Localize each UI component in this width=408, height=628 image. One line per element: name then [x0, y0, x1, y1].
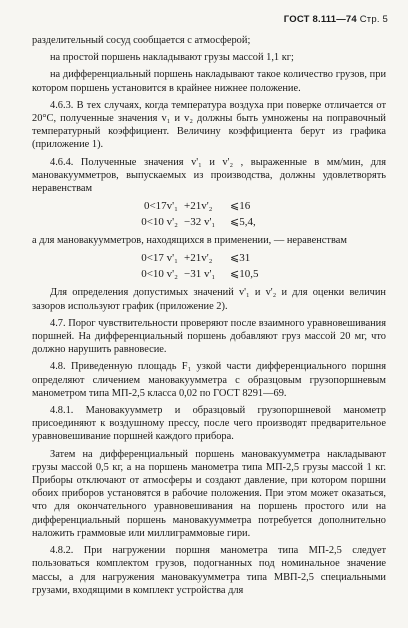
paragraph: на простой поршень накладывают грузы массой 1,1 кг; [50, 52, 294, 64]
paragraph: Для определения допустимых значений v'₁ и v'₂ и для оценки величин зазоров используют график (приложение 2). [32, 287, 386, 312]
document-body [32, 34, 386, 601]
inequality-row [32, 215, 386, 231]
inequality-left: 0<10 v'₂ [141, 267, 178, 280]
paragraph: а для мановакуумметров, находящихся в применении, — неравенствам [32, 235, 347, 247]
paragraph: 4.8.1. Мановакуумметр и образцовый грузопоршневой манометр присоединяют к воздушному прессу, после чего производят предварительное уравновешивание поршней каждого прибора. [32, 405, 386, 443]
inequality-row [32, 251, 386, 267]
standard-number: ГОСТ 8.111—74 [283, 14, 357, 25]
paragraph: Затем на дифференциальный поршень мановакуумметра накладывают грузы массой 0,5 кг, а на поршень манометра типа МП-2,5 грузы массой 1 кг. Приборы отключают от атмосферы и создают давление, при котором поршни обоих приборов установятся в рабочие положения. При этом может оказаться, что для окончательного уравновешивания на поршень простого или на дифференциальный поршень мановакуумметра потребуется дополнительно наложить граммовые или миллиграммовые гири. [32, 448, 386, 539]
inequality-right: ⩽5,4, [230, 215, 256, 228]
inequality-left: 0<17 v'₁ [141, 252, 178, 265]
inequality-block-production [32, 199, 386, 230]
inequality-right: ⩽31 [230, 252, 251, 265]
inequality-middle: −32 v'₁ [184, 215, 216, 228]
page-number: Стр. 5 [359, 14, 388, 25]
paragraph: 4.8.2. При нагружении поршня манометра типа МП-2,5 следует пользоваться комплектом грузов, подогнанных под номинальное значение массы, а для нагружения мановакуумметра типа МВП-2,5 специальными грузами, входящими в комплект устройства для [32, 545, 386, 596]
inequality-row [32, 267, 386, 283]
paragraph: 4.8. Приведенную площадь F₁ узкой части дифференциального поршня определяют сличением мановакуумметра с образцовым грузопоршневым манометром типа МП-2,5 класса 0,02 по ГОСТ 8291—69. [32, 361, 386, 399]
inequality-left: 0<10 v'₂ [141, 215, 178, 228]
inequality-middle: +21v'₂ [184, 252, 213, 265]
paragraph: разделительный сосуд сообщается с атмосферой; [32, 35, 251, 46]
inequality-middle: −31 v'₁ [184, 267, 216, 280]
page-header [284, 14, 388, 25]
inequality-block-in-use [32, 251, 386, 282]
inequality-middle: +21v'₂ [184, 200, 213, 213]
inequality-row [32, 199, 386, 215]
paragraph: на дифференциальный поршень накладывают такое количество грузов, при котором поршень установится в крайнее нижнее положение. [32, 69, 386, 94]
inequality-left: 0<17v'₁ [143, 200, 178, 213]
inequality-right: ⩽16 [230, 200, 251, 213]
paragraph: 4.6.3. В тех случаях, когда температура воздуха при поверке отличается от 20°С, полученные значения v₁ и v₂ должны быть умножены на поправочный температурный коэффициент. Величину коэффициента берут из графика (приложение 1). [32, 99, 386, 151]
paragraph: 4.6.4. Полученные значения v'₁ и v'₂ , выраженные в мм/мин, для мановакуумметров, выпускаемых из производства, должны удовлетворять неравенствам [32, 156, 386, 195]
paragraph: 4.7. Порог чувствительности проверяют после взаимного уравновешивания поршней. На дифференциальный поршень добавляют груз массой 20 мг, что должно нарушить равновесие. [32, 317, 386, 356]
inequality-right: ⩽10,5 [230, 267, 259, 280]
